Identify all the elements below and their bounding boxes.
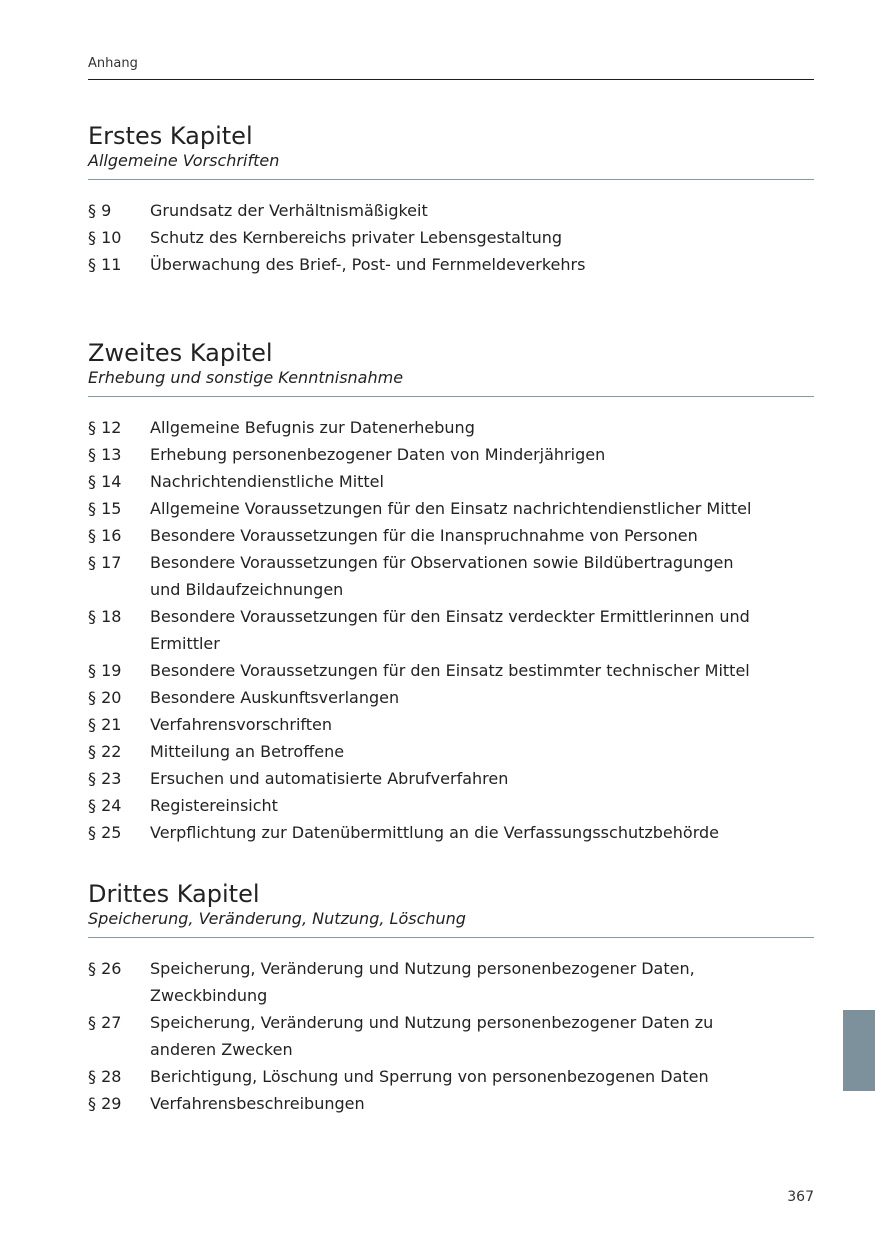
section-item (88, 1063, 814, 1090)
section-number: § 17 (88, 553, 122, 572)
section-title: Registereinsicht (150, 796, 278, 815)
section-title: Verpflichtung zur Datenübermittlung an die Verfassungsschutzbehörde (150, 823, 719, 842)
section-number: § 25 (88, 823, 122, 842)
section-item (88, 414, 814, 441)
chapter-subtitle: Erhebung und sonstige Kenntnisnahme (88, 368, 814, 397)
section-item (88, 224, 814, 251)
section-item (88, 1009, 814, 1063)
section-title: Verfahrensvorschriften (150, 715, 332, 734)
section-number: § 20 (88, 688, 122, 707)
section-number: § 24 (88, 796, 122, 815)
section-item (88, 792, 814, 819)
section-number: § 29 (88, 1094, 122, 1113)
section-title: Besondere Voraussetzungen für Observationen sowie Bildübertragungen und Bildaufzeichnungen (150, 553, 734, 599)
chapter-thumb-tab (843, 1010, 875, 1091)
section-number: § 12 (88, 418, 122, 437)
section-title: Grundsatz der Verhältnismäßigkeit (150, 201, 428, 220)
section-number: § 15 (88, 499, 122, 518)
chapter-title: Erstes Kapitel (88, 122, 253, 150)
section-title: Ersuchen und automatisierte Abrufverfahren (150, 769, 509, 788)
running-header: Anhang (88, 56, 138, 71)
section-title: Schutz des Kernbereichs privater Lebensgestaltung (150, 228, 563, 247)
section-title: Nachrichtendienstliche Mittel (150, 472, 384, 491)
section-title: Besondere Voraussetzungen für den Einsatz verdeckter Ermittlerinnen und Ermittler (150, 607, 750, 653)
section-number: § 26 (88, 959, 122, 978)
chapter-subtitle: Speicherung, Veränderung, Nutzung, Löschung (88, 909, 814, 938)
chapter-1 (88, 121, 814, 278)
section-title: Mitteilung an Betroffene (150, 742, 345, 761)
page-number: 367 (787, 1189, 814, 1205)
chapter-3 (88, 879, 814, 1117)
section-title: Verfahrensbeschreibungen (150, 1094, 365, 1113)
section-number: § 27 (88, 1013, 122, 1032)
chapter-title: Zweites Kapitel (88, 339, 273, 367)
section-list (88, 197, 814, 278)
section-title: Überwachung des Brief-, Post- und Fernmeldeverkehrs (150, 255, 586, 274)
section-item (88, 738, 814, 765)
section-item (88, 603, 814, 657)
section-item (88, 197, 814, 224)
section-title: Besondere Auskunftsverlangen (150, 688, 400, 707)
section-number: § 11 (88, 255, 122, 274)
section-title: Speicherung, Veränderung und Nutzung personenbezogener Daten, Zweckbindung (150, 959, 695, 1005)
section-number: § 23 (88, 769, 122, 788)
section-number: § 19 (88, 661, 122, 680)
section-item (88, 549, 814, 603)
section-number: § 13 (88, 445, 122, 464)
section-title: Allgemeine Befugnis zur Datenerhebung (150, 418, 475, 437)
section-item (88, 765, 814, 792)
section-item (88, 684, 814, 711)
header-rule (88, 79, 814, 80)
section-item (88, 819, 814, 846)
section-number: § 22 (88, 742, 122, 761)
section-item (88, 251, 814, 278)
chapter-2 (88, 338, 814, 846)
section-title: Allgemeine Voraussetzungen für den Einsatz nachrichtendienstlicher Mittel (150, 499, 752, 518)
section-item (88, 711, 814, 738)
chapter-subtitle: Allgemeine Vorschriften (88, 151, 814, 180)
section-item (88, 955, 814, 1009)
section-title: Speicherung, Veränderung und Nutzung personenbezogener Daten zu anderen Zwecken (150, 1013, 714, 1059)
section-list (88, 414, 814, 846)
section-title: Besondere Voraussetzungen für den Einsatz bestimmter technischer Mittel (150, 661, 750, 680)
section-title: Besondere Voraussetzungen für die Inanspruchnahme von Personen (150, 526, 698, 545)
section-number: § 16 (88, 526, 122, 545)
section-title: Berichtigung, Löschung und Sperrung von personenbezogenen Daten (150, 1067, 709, 1086)
section-number: § 21 (88, 715, 122, 734)
section-number: § 9 (88, 201, 112, 220)
section-item (88, 441, 814, 468)
section-item (88, 657, 814, 684)
section-item (88, 1090, 814, 1117)
section-item (88, 468, 814, 495)
section-title: Erhebung personenbezogener Daten von Minderjährigen (150, 445, 606, 464)
section-number: § 14 (88, 472, 122, 491)
section-list (88, 955, 814, 1117)
section-item (88, 495, 814, 522)
chapter-title: Drittes Kapitel (88, 880, 260, 908)
section-number: § 10 (88, 228, 122, 247)
section-number: § 28 (88, 1067, 122, 1086)
section-number: § 18 (88, 607, 122, 626)
section-item (88, 522, 814, 549)
